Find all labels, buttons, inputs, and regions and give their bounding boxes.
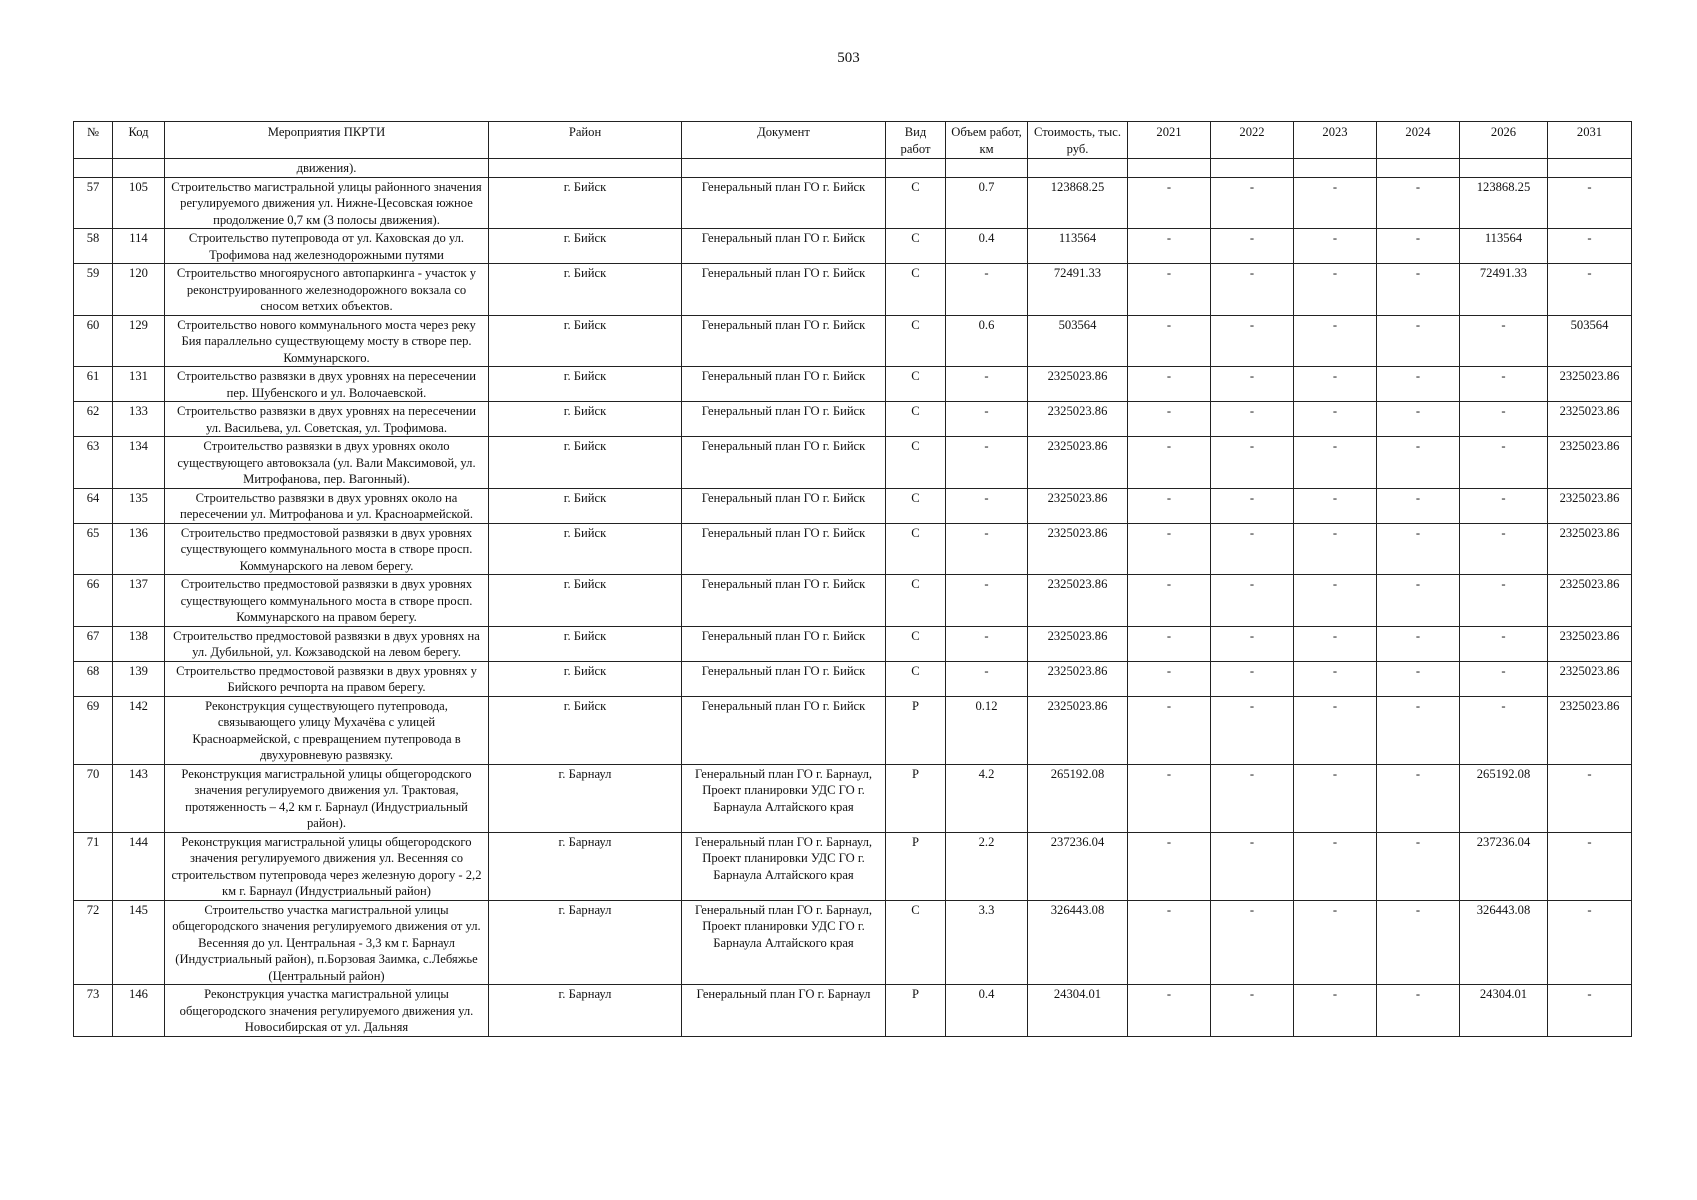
cell-code: 129 bbox=[113, 315, 165, 367]
cell-measure: Строительство магистральной улицы районного значения регулируемого движения ул. Нижне-Цесовская южное продолжение 0,7 км (3 полосы движения). bbox=[165, 177, 489, 229]
table-row bbox=[74, 264, 1632, 316]
measures-table bbox=[73, 121, 1632, 1037]
cell-2021: - bbox=[1128, 367, 1211, 402]
cell-code: 120 bbox=[113, 264, 165, 316]
cell-measure: Строительство предмостовой развязки в двух уровнях у Бийского речпорта на правом берегу. bbox=[165, 661, 489, 696]
cell-num: 67 bbox=[74, 626, 113, 661]
cell-measure: Строительство участка магистральной улицы общегородского значения регулируемого движения от ул. Весенняя до ул. Центральная - 3,3 км г. Барнаул (Индустриальный район), п.Борзовая Заимка, с.Лебяжье (Центральный район) bbox=[165, 900, 489, 985]
cell-2031: - bbox=[1548, 832, 1632, 900]
cell-cost: 72491.33 bbox=[1028, 264, 1128, 316]
cell-2022: - bbox=[1211, 177, 1294, 229]
cell-2022: - bbox=[1211, 402, 1294, 437]
cell-num: 71 bbox=[74, 832, 113, 900]
cell-cost: 2325023.86 bbox=[1028, 367, 1128, 402]
table-row bbox=[74, 402, 1632, 437]
cell-num: 70 bbox=[74, 764, 113, 832]
cell-district: г. Бийск bbox=[489, 264, 682, 316]
page-number: 503 bbox=[837, 50, 860, 66]
cell-2023: - bbox=[1294, 832, 1377, 900]
cell-2026: - bbox=[1460, 437, 1548, 489]
cell-volume: 0.12 bbox=[946, 696, 1028, 764]
cell-document: Генеральный план ГО г. Бийск bbox=[682, 575, 886, 627]
cell-cost: 237236.04 bbox=[1028, 832, 1128, 900]
cell-cost: 2325023.86 bbox=[1028, 437, 1128, 489]
cell-2021: - bbox=[1128, 985, 1211, 1037]
cell-code: 135 bbox=[113, 488, 165, 523]
cell-document: Генеральный план ГО г. Барнаул, Проект планировки УДС ГО г. Барнаула Алтайского края bbox=[682, 764, 886, 832]
table-row bbox=[74, 764, 1632, 832]
cell-2024: - bbox=[1377, 523, 1460, 575]
cell-cost: 2325023.86 bbox=[1028, 626, 1128, 661]
cell-2023: - bbox=[1294, 229, 1377, 264]
cell-type: С bbox=[886, 264, 946, 316]
table-row bbox=[74, 523, 1632, 575]
cell-num: 62 bbox=[74, 402, 113, 437]
header-district: Район bbox=[489, 122, 682, 159]
table-row bbox=[74, 437, 1632, 489]
cell-2023: - bbox=[1294, 402, 1377, 437]
cell-2031: - bbox=[1548, 229, 1632, 264]
cell-num: 65 bbox=[74, 523, 113, 575]
cell-2026: - bbox=[1460, 402, 1548, 437]
cell-2022: - bbox=[1211, 575, 1294, 627]
cell-2024: - bbox=[1377, 832, 1460, 900]
cell-code: 144 bbox=[113, 832, 165, 900]
cell-2026: 72491.33 bbox=[1460, 264, 1548, 316]
cell-2031: 2325023.86 bbox=[1548, 661, 1632, 696]
cell-2023: - bbox=[1294, 900, 1377, 985]
cell-2022: - bbox=[1211, 488, 1294, 523]
cell-2021: - bbox=[1128, 437, 1211, 489]
cell-document: Генеральный план ГО г. Бийск bbox=[682, 229, 886, 264]
cell-2024: - bbox=[1377, 575, 1460, 627]
cell-num: 66 bbox=[74, 575, 113, 627]
cell-measure: Строительство развязки в двух уровнях на пересечении ул. Васильева, ул. Советская, ул. Трофимова. bbox=[165, 402, 489, 437]
cell-2031: - bbox=[1548, 177, 1632, 229]
cell-volume: 2.2 bbox=[946, 832, 1028, 900]
cell-code: 142 bbox=[113, 696, 165, 764]
cell-volume: 0.6 bbox=[946, 315, 1028, 367]
cell-2026: - bbox=[1460, 696, 1548, 764]
cell-2024: - bbox=[1377, 177, 1460, 229]
cell-cost: 326443.08 bbox=[1028, 900, 1128, 985]
cell-volume: - bbox=[946, 626, 1028, 661]
continuation-text: движения). bbox=[165, 159, 489, 178]
cell-type: С bbox=[886, 575, 946, 627]
header-2022: 2022 bbox=[1211, 122, 1294, 159]
cell-2031: - bbox=[1548, 900, 1632, 985]
cell-2026: - bbox=[1460, 575, 1548, 627]
cell-type: С bbox=[886, 523, 946, 575]
cell-2021: - bbox=[1128, 575, 1211, 627]
cell-document: Генеральный план ГО г. Барнаул bbox=[682, 985, 886, 1037]
continuation-row bbox=[74, 159, 1632, 178]
cell-document: Генеральный план ГО г. Бийск bbox=[682, 315, 886, 367]
cell-2022: - bbox=[1211, 832, 1294, 900]
cell-2022: - bbox=[1211, 229, 1294, 264]
header-code: Код bbox=[113, 122, 165, 159]
cell-num: 72 bbox=[74, 900, 113, 985]
cell-2026: 123868.25 bbox=[1460, 177, 1548, 229]
cell-district: г. Бийск bbox=[489, 488, 682, 523]
cell-district: г. Бийск bbox=[489, 402, 682, 437]
cell-num: 58 bbox=[74, 229, 113, 264]
cell-2026: - bbox=[1460, 488, 1548, 523]
cell-volume: 0.7 bbox=[946, 177, 1028, 229]
cell-2024: - bbox=[1377, 696, 1460, 764]
cell-code: 145 bbox=[113, 900, 165, 985]
header-2021: 2021 bbox=[1128, 122, 1211, 159]
cell-2031: 2325023.86 bbox=[1548, 696, 1632, 764]
cell-2022: - bbox=[1211, 696, 1294, 764]
cell-code: 131 bbox=[113, 367, 165, 402]
cell-2031: 503564 bbox=[1548, 315, 1632, 367]
cell-2031: 2325023.86 bbox=[1548, 488, 1632, 523]
cell-code: 139 bbox=[113, 661, 165, 696]
cell-document: Генеральный план ГО г. Бийск bbox=[682, 626, 886, 661]
cell-type: С bbox=[886, 402, 946, 437]
table-row bbox=[74, 575, 1632, 627]
cell-measure: Строительство многоярусного автопаркинга - участок у реконструированного железнодорожного вокзала со сносом ветхих объектов. bbox=[165, 264, 489, 316]
cell-2031: 2325023.86 bbox=[1548, 626, 1632, 661]
cell-volume: - bbox=[946, 488, 1028, 523]
table-row bbox=[74, 832, 1632, 900]
cell-volume: - bbox=[946, 575, 1028, 627]
cell-2022: - bbox=[1211, 315, 1294, 367]
cell-2022: - bbox=[1211, 985, 1294, 1037]
cell-num: 63 bbox=[74, 437, 113, 489]
cell-measure: Реконструкция магистральной улицы общегородского значения регулируемого движения ул. Трактовая, протяженность – 4,2 км г. Барнаул (Индустриальный район). bbox=[165, 764, 489, 832]
cell-2023: - bbox=[1294, 696, 1377, 764]
cell-code: 105 bbox=[113, 177, 165, 229]
cell-num: 64 bbox=[74, 488, 113, 523]
cell-2021: - bbox=[1128, 488, 1211, 523]
cell-code: 146 bbox=[113, 985, 165, 1037]
cell-2022: - bbox=[1211, 437, 1294, 489]
header-2024: 2024 bbox=[1377, 122, 1460, 159]
cell-code: 133 bbox=[113, 402, 165, 437]
cell-2021: - bbox=[1128, 661, 1211, 696]
cell-measure: Строительство развязки в двух уровнях около существующего автовокзала (ул. Вали Максимовой, ул. Митрофанова, пер. Вагонный). bbox=[165, 437, 489, 489]
cell-2023: - bbox=[1294, 437, 1377, 489]
cell-2021: - bbox=[1128, 315, 1211, 367]
cell-2023: - bbox=[1294, 575, 1377, 627]
cell-2024: - bbox=[1377, 764, 1460, 832]
cell-document: Генеральный план ГО г. Бийск bbox=[682, 661, 886, 696]
cell-document: Генеральный план ГО г. Бийск bbox=[682, 367, 886, 402]
cell-volume: 0.4 bbox=[946, 985, 1028, 1037]
header-document: Документ bbox=[682, 122, 886, 159]
cell-2023: - bbox=[1294, 264, 1377, 316]
header-num: № bbox=[74, 122, 113, 159]
cell-volume: - bbox=[946, 523, 1028, 575]
table-body bbox=[74, 159, 1632, 1037]
cell-2022: - bbox=[1211, 900, 1294, 985]
cell-district: г. Бийск bbox=[489, 696, 682, 764]
cell-2024: - bbox=[1377, 367, 1460, 402]
table-row bbox=[74, 229, 1632, 264]
cell-code: 138 bbox=[113, 626, 165, 661]
cell-2024: - bbox=[1377, 488, 1460, 523]
cell-cost: 265192.08 bbox=[1028, 764, 1128, 832]
cell-2021: - bbox=[1128, 626, 1211, 661]
table-row bbox=[74, 985, 1632, 1037]
cell-2024: - bbox=[1377, 402, 1460, 437]
cell-district: г. Бийск bbox=[489, 523, 682, 575]
cell-num: 68 bbox=[74, 661, 113, 696]
cell-2022: - bbox=[1211, 523, 1294, 575]
cell-volume: - bbox=[946, 367, 1028, 402]
table-row bbox=[74, 367, 1632, 402]
cell-cost: 2325023.86 bbox=[1028, 575, 1128, 627]
cell-2021: - bbox=[1128, 177, 1211, 229]
cell-2024: - bbox=[1377, 661, 1460, 696]
cell-2023: - bbox=[1294, 661, 1377, 696]
header-2031: 2031 bbox=[1548, 122, 1632, 159]
cell-document: Генеральный план ГО г. Бийск bbox=[682, 488, 886, 523]
cell-district: г. Барнаул bbox=[489, 985, 682, 1037]
cell-2021: - bbox=[1128, 523, 1211, 575]
cell-2021: - bbox=[1128, 264, 1211, 316]
cell-num: 59 bbox=[74, 264, 113, 316]
cell-num: 69 bbox=[74, 696, 113, 764]
cell-2022: - bbox=[1211, 367, 1294, 402]
cell-2021: - bbox=[1128, 402, 1211, 437]
cell-cost: 2325023.86 bbox=[1028, 402, 1128, 437]
cell-2022: - bbox=[1211, 626, 1294, 661]
cell-2023: - bbox=[1294, 177, 1377, 229]
cell-type: С bbox=[886, 315, 946, 367]
cell-district: г. Бийск bbox=[489, 661, 682, 696]
cell-2021: - bbox=[1128, 900, 1211, 985]
cell-2031: 2325023.86 bbox=[1548, 437, 1632, 489]
cell-num: 61 bbox=[74, 367, 113, 402]
cell-district: г. Бийск bbox=[489, 177, 682, 229]
cell-district: г. Барнаул bbox=[489, 832, 682, 900]
cell-measure: Реконструкция магистральной улицы общегородского значения регулируемого движения ул. Весенняя со строительством путепровода через железную дорогу - 2,2 км г. Барнаул (Индустриальный район) bbox=[165, 832, 489, 900]
cell-2031: 2325023.86 bbox=[1548, 575, 1632, 627]
cell-type: Р bbox=[886, 764, 946, 832]
cell-district: г. Бийск bbox=[489, 575, 682, 627]
cell-2024: - bbox=[1377, 985, 1460, 1037]
cell-district: г. Бийск bbox=[489, 367, 682, 402]
cell-2024: - bbox=[1377, 437, 1460, 489]
cell-2021: - bbox=[1128, 764, 1211, 832]
cell-2023: - bbox=[1294, 523, 1377, 575]
cell-type: С bbox=[886, 437, 946, 489]
cell-document: Генеральный план ГО г. Барнаул, Проект планировки УДС ГО г. Барнаула Алтайского края bbox=[682, 900, 886, 985]
header-volume: Объем работ, км bbox=[946, 122, 1028, 159]
cell-type: Р bbox=[886, 985, 946, 1037]
cell-2022: - bbox=[1211, 764, 1294, 832]
cell-type: С bbox=[886, 900, 946, 985]
cell-district: г. Бийск bbox=[489, 437, 682, 489]
cell-2026: 237236.04 bbox=[1460, 832, 1548, 900]
cell-volume: - bbox=[946, 437, 1028, 489]
cell-cost: 24304.01 bbox=[1028, 985, 1128, 1037]
cell-document: Генеральный план ГО г. Бийск bbox=[682, 437, 886, 489]
cell-document: Генеральный план ГО г. Бийск bbox=[682, 264, 886, 316]
cell-2023: - bbox=[1294, 985, 1377, 1037]
cell-2031: 2325023.86 bbox=[1548, 367, 1632, 402]
cell-volume: 0.4 bbox=[946, 229, 1028, 264]
cell-district: г. Бийск bbox=[489, 229, 682, 264]
cell-2022: - bbox=[1211, 661, 1294, 696]
cell-2024: - bbox=[1377, 229, 1460, 264]
cell-2023: - bbox=[1294, 764, 1377, 832]
table-row bbox=[74, 661, 1632, 696]
cell-measure: Строительство предмостовой развязки в двух уровнях существующего коммунального моста в створе просп. Коммунарского на правом берегу. bbox=[165, 575, 489, 627]
table-row bbox=[74, 177, 1632, 229]
cell-measure: Реконструкция существующего путепровода, связывающего улицу Мухачёва с улицей Красноармейской, с превращением путепровода в двухуровневую развязку. bbox=[165, 696, 489, 764]
cell-measure: Строительство путепровода от ул. Каховская до ул. Трофимова над железнодорожными путями bbox=[165, 229, 489, 264]
cell-2031: 2325023.86 bbox=[1548, 523, 1632, 575]
cell-code: 137 bbox=[113, 575, 165, 627]
cell-measure: Строительство развязки в двух уровнях на пересечении пер. Шубенского и ул. Волочаевской. bbox=[165, 367, 489, 402]
cell-type: С bbox=[886, 229, 946, 264]
header-measure: Мероприятия ПКРТИ bbox=[165, 122, 489, 159]
cell-document: Генеральный план ГО г. Бийск bbox=[682, 177, 886, 229]
cell-district: г. Бийск bbox=[489, 626, 682, 661]
header-row bbox=[74, 122, 1632, 159]
cell-2023: - bbox=[1294, 626, 1377, 661]
cell-type: С bbox=[886, 626, 946, 661]
cell-district: г. Барнаул bbox=[489, 764, 682, 832]
table-row bbox=[74, 488, 1632, 523]
cell-2023: - bbox=[1294, 367, 1377, 402]
cell-2031: 2325023.86 bbox=[1548, 402, 1632, 437]
cell-2031: - bbox=[1548, 264, 1632, 316]
cell-cost: 2325023.86 bbox=[1028, 523, 1128, 575]
cell-district: г. Барнаул bbox=[489, 900, 682, 985]
cell-2026: - bbox=[1460, 367, 1548, 402]
cell-2026: 113564 bbox=[1460, 229, 1548, 264]
cell-code: 114 bbox=[113, 229, 165, 264]
cell-measure: Строительство развязки в двух уровнях около на пересечении ул. Митрофанова и ул. Красноармейской. bbox=[165, 488, 489, 523]
header-2023: 2023 bbox=[1294, 122, 1377, 159]
cell-type: С bbox=[886, 367, 946, 402]
header-cost: Стоимость, тыс. руб. bbox=[1028, 122, 1128, 159]
cell-measure: Строительство нового коммунального моста через реку Бия параллельно существующему мосту в створе пер. Коммунарского. bbox=[165, 315, 489, 367]
cell-2023: - bbox=[1294, 315, 1377, 367]
cell-code: 136 bbox=[113, 523, 165, 575]
cell-num: 57 bbox=[74, 177, 113, 229]
cell-type: С bbox=[886, 661, 946, 696]
cell-type: Р bbox=[886, 832, 946, 900]
cell-cost: 2325023.86 bbox=[1028, 696, 1128, 764]
cell-num: 73 bbox=[74, 985, 113, 1037]
cell-num: 60 bbox=[74, 315, 113, 367]
cell-2026: 24304.01 bbox=[1460, 985, 1548, 1037]
cell-cost: 2325023.86 bbox=[1028, 488, 1128, 523]
cell-2021: - bbox=[1128, 229, 1211, 264]
cell-2026: - bbox=[1460, 315, 1548, 367]
cell-cost: 123868.25 bbox=[1028, 177, 1128, 229]
cell-measure: Строительство предмостовой развязки в двух уровнях на ул. Дубильной, ул. Кожзаводской на левом берегу. bbox=[165, 626, 489, 661]
header-2026: 2026 bbox=[1460, 122, 1548, 159]
table-row bbox=[74, 696, 1632, 764]
cell-measure: Реконструкция участка магистральной улицы общегородского значения регулируемого движения ул. Новосибирская от ул. Дальняя bbox=[165, 985, 489, 1037]
table-row bbox=[74, 900, 1632, 985]
cell-2024: - bbox=[1377, 626, 1460, 661]
header-type: Вид работ bbox=[886, 122, 946, 159]
cell-type: Р bbox=[886, 696, 946, 764]
cell-document: Генеральный план ГО г. Бийск bbox=[682, 523, 886, 575]
cell-cost: 503564 bbox=[1028, 315, 1128, 367]
cell-volume: - bbox=[946, 264, 1028, 316]
table-row bbox=[74, 626, 1632, 661]
cell-2026: - bbox=[1460, 661, 1548, 696]
cell-2024: - bbox=[1377, 315, 1460, 367]
cell-document: Генеральный план ГО г. Бийск bbox=[682, 696, 886, 764]
cell-2021: - bbox=[1128, 832, 1211, 900]
cell-volume: - bbox=[946, 402, 1028, 437]
cell-2026: 326443.08 bbox=[1460, 900, 1548, 985]
cell-2031: - bbox=[1548, 985, 1632, 1037]
cell-type: С bbox=[886, 488, 946, 523]
cell-volume: 3.3 bbox=[946, 900, 1028, 985]
cell-measure: Строительство предмостовой развязки в двух уровнях существующего коммунального моста в створе просп. Коммунарского на левом берегу. bbox=[165, 523, 489, 575]
cell-code: 134 bbox=[113, 437, 165, 489]
cell-volume: 4.2 bbox=[946, 764, 1028, 832]
cell-2021: - bbox=[1128, 696, 1211, 764]
cell-2024: - bbox=[1377, 900, 1460, 985]
table-row bbox=[74, 315, 1632, 367]
cell-2026: - bbox=[1460, 626, 1548, 661]
cell-2031: - bbox=[1548, 764, 1632, 832]
cell-type: С bbox=[886, 177, 946, 229]
cell-volume: - bbox=[946, 661, 1028, 696]
cell-2023: - bbox=[1294, 488, 1377, 523]
cell-document: Генеральный план ГО г. Барнаул, Проект планировки УДС ГО г. Барнаула Алтайского края bbox=[682, 832, 886, 900]
cell-cost: 2325023.86 bbox=[1028, 661, 1128, 696]
cell-code: 143 bbox=[113, 764, 165, 832]
cell-2024: - bbox=[1377, 264, 1460, 316]
cell-district: г. Бийск bbox=[489, 315, 682, 367]
cell-2022: - bbox=[1211, 264, 1294, 316]
cell-2026: - bbox=[1460, 523, 1548, 575]
cell-2026: 265192.08 bbox=[1460, 764, 1548, 832]
cell-cost: 113564 bbox=[1028, 229, 1128, 264]
cell-document: Генеральный план ГО г. Бийск bbox=[682, 402, 886, 437]
